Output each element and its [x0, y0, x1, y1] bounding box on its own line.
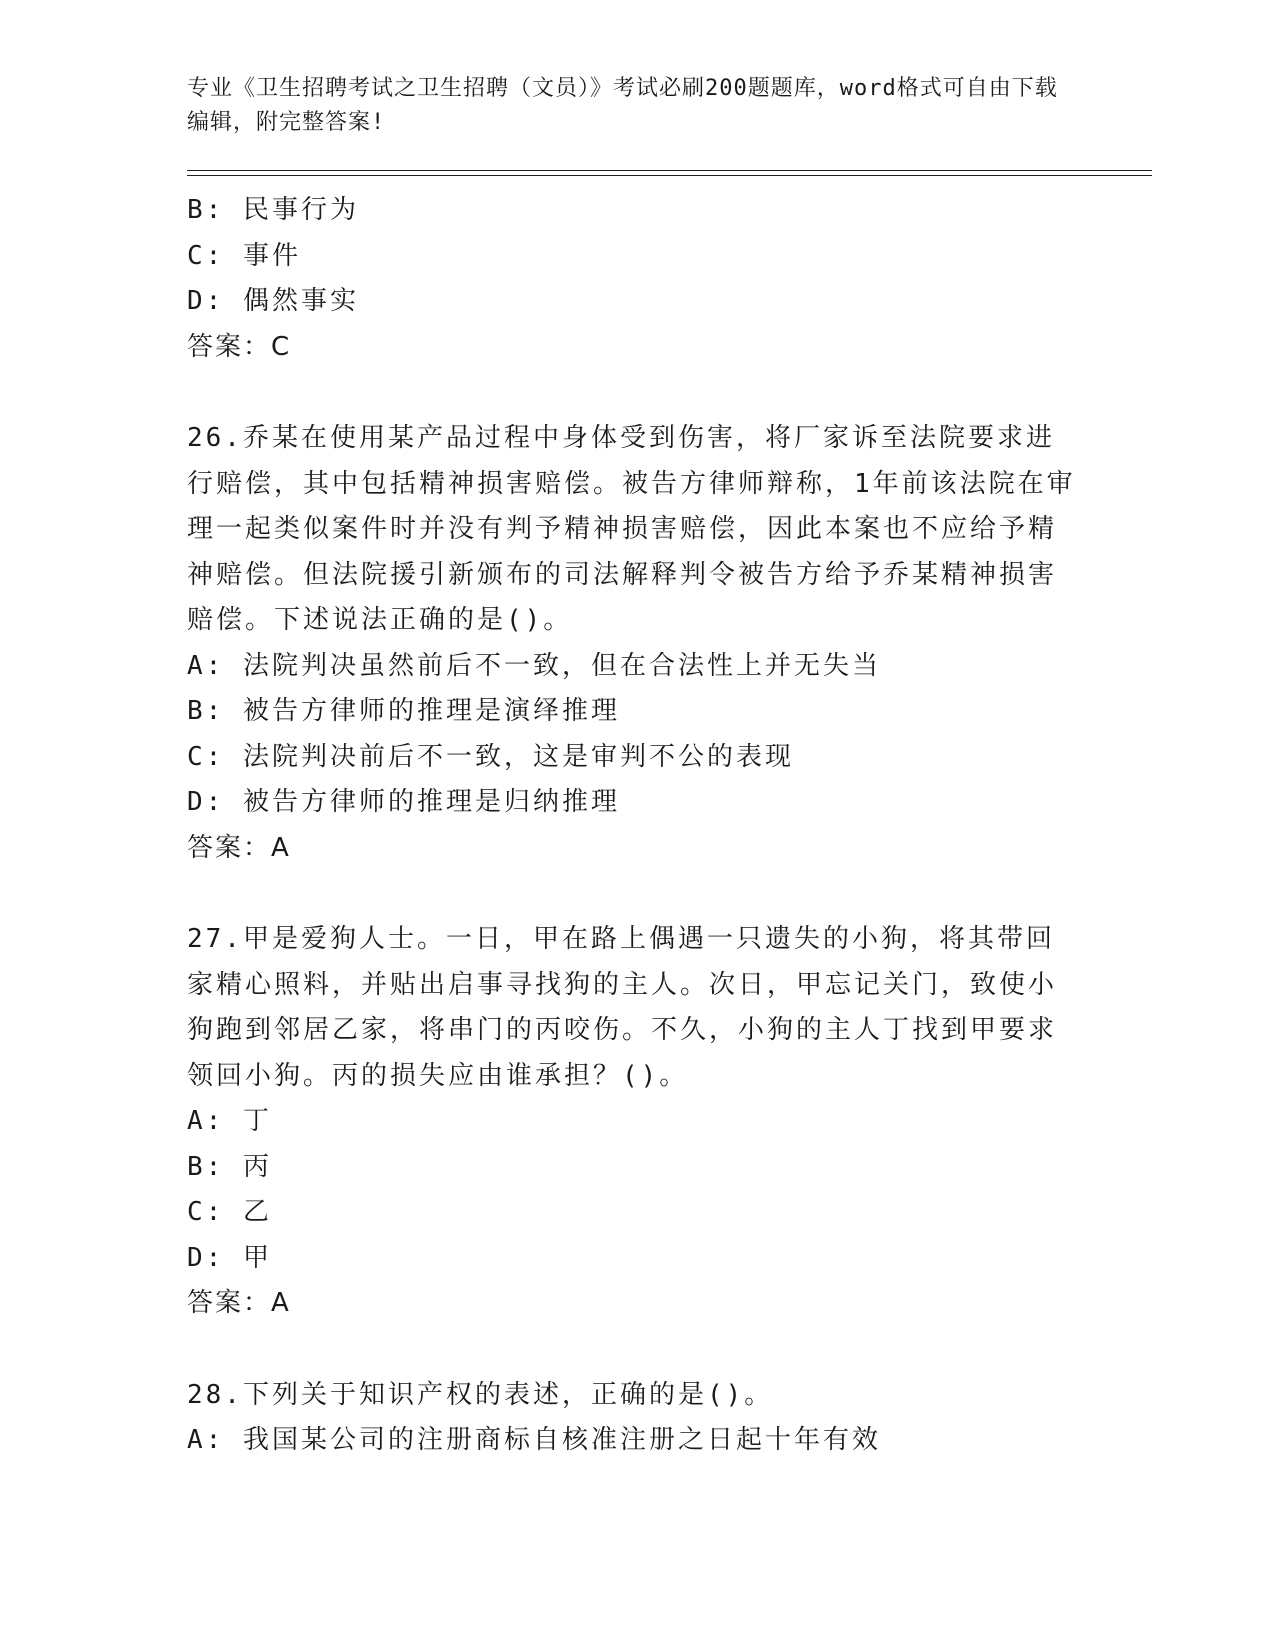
question-25-tail [187, 188, 1087, 370]
question-spacer [187, 871, 1087, 917]
question-stem: 28.下列关于知识产权的表述，正确的是()。 [187, 1379, 774, 1410]
option-a: A: 丁 [187, 1106, 272, 1136]
question-stem: 26.乔某在使用某产品过程中身体受到伤害，将厂家诉至法院要求进行赔偿，其中包括精神损害赔偿。被告方律师辩称，1年前该法院在审理一起类似案件时并没有判予精神损害赔偿，因此本案也不应给予精神赔偿。但法院援引新颁布的司法解释判令被告方给予乔某精神损害赔偿。下述说法正确的是()。 [187, 423, 1076, 635]
option-a: A: 我国某公司的注册商标自核准注册之日起十年有效 [187, 1425, 881, 1455]
option-c: C: 事件 [187, 240, 301, 271]
question-27 [187, 917, 1087, 1327]
document-header: 专业《卫生招聘考试之卫生招聘（文员）》考试必刷200题题库，word格式可自由下载编辑，附完整答案! [187, 76, 1058, 135]
option-d: D: 甲 [187, 1242, 272, 1273]
option-a: A: 法院判决虽然前后不一致，但在合法性上并无失当 [187, 650, 881, 681]
answer-label: 答案：C [187, 331, 292, 362]
header-divider-bottom [187, 175, 1152, 176]
question-28 [187, 1373, 1087, 1464]
answer-label: 答案：A [187, 1288, 291, 1318]
question-spacer [187, 370, 1087, 416]
option-c: C: 法院判决前后不一致，这是审判不公的表现 [187, 741, 794, 772]
question-list [187, 188, 1087, 1464]
question-stem: 27.甲是爱狗人士。一日，甲在路上偶遇一只遗失的小狗，将其带回家精心照料，并贴出启事寻找狗的主人。次日，甲忘记关门，致使小狗跑到邻居乙家，将串门的丙咬伤。不久，小狗的主人丁找到甲要求领回小狗。丙的损失应由谁承担？()。 [187, 924, 1058, 1091]
question-26 [187, 416, 1087, 871]
question-spacer [187, 1327, 1087, 1373]
option-c: C: 乙 [187, 1197, 272, 1227]
header-divider-top [187, 170, 1152, 171]
answer-label: 答案：A [187, 832, 291, 863]
option-d: D: 偶然事实 [187, 286, 359, 316]
option-b: B: 民事行为 [187, 195, 359, 225]
option-d: D: 被告方律师的推理是归纳推理 [187, 787, 620, 817]
option-b: B: 被告方律师的推理是演绎推理 [187, 696, 620, 726]
option-b: B: 丙 [187, 1151, 272, 1182]
